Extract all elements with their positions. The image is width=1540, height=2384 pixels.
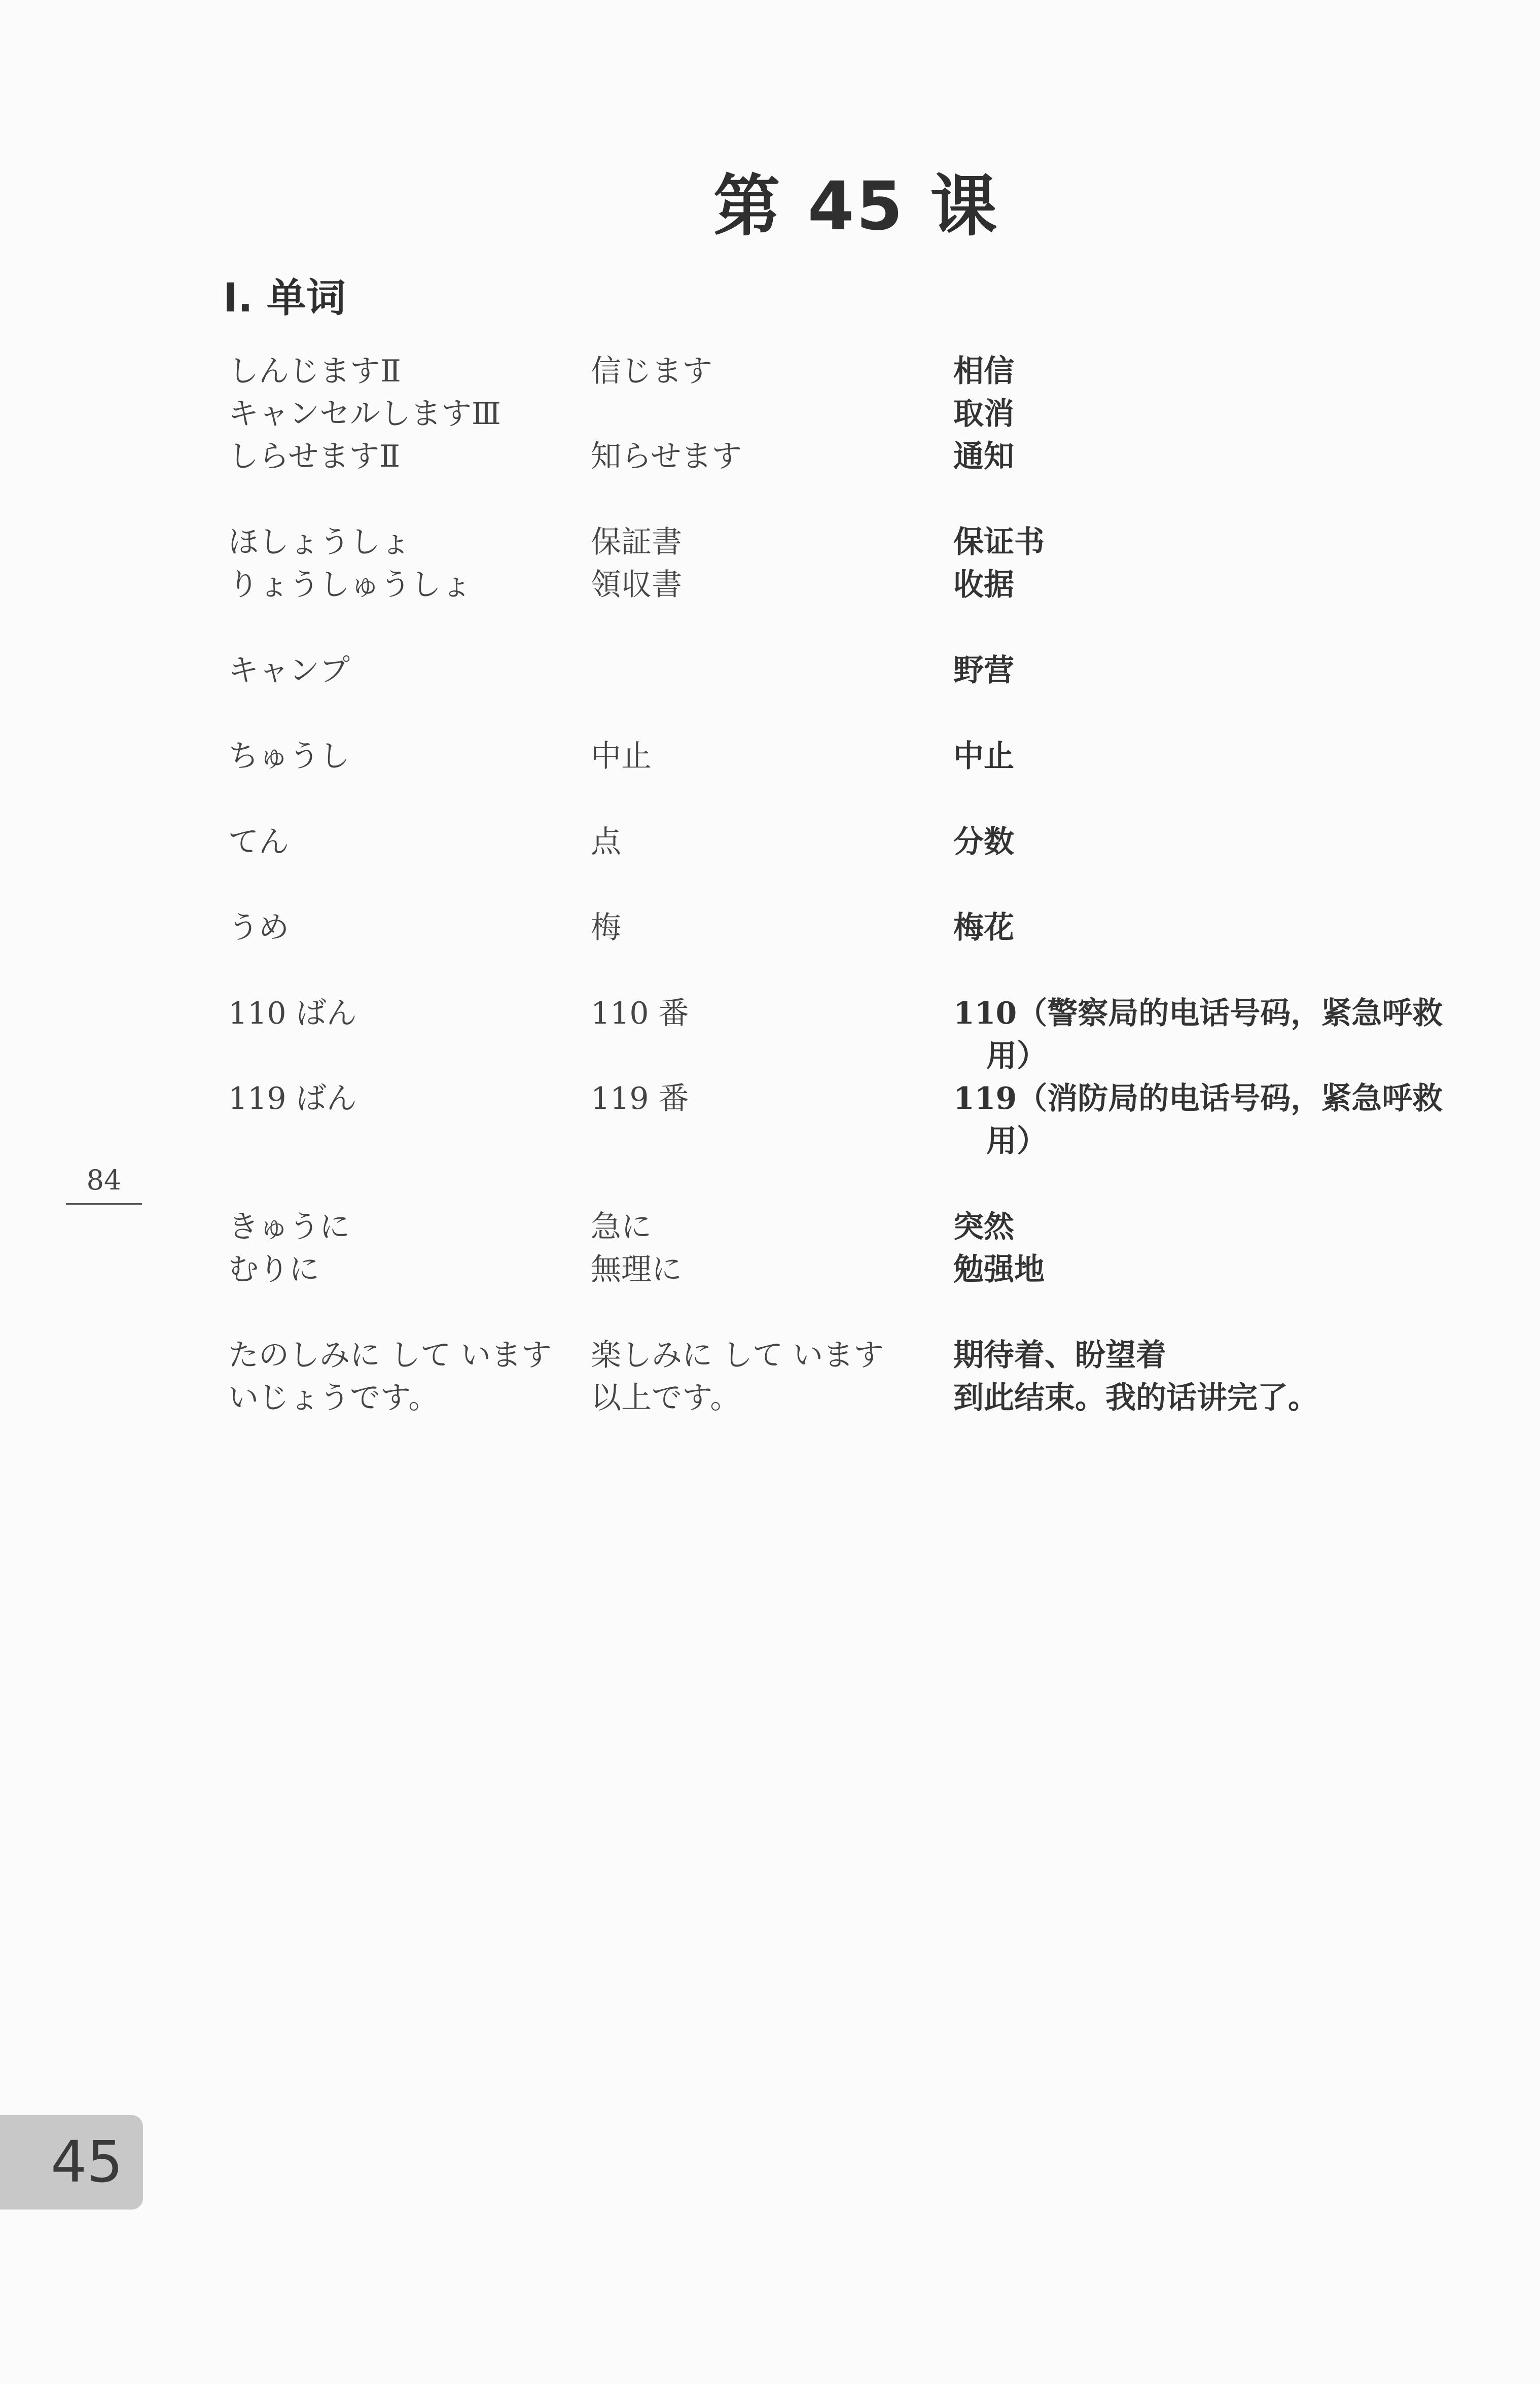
vocab-meaning-cell <box>953 735 1481 778</box>
vocab-group <box>228 821 1496 863</box>
vocab-meaning: 突然 <box>953 1209 1014 1245</box>
vocab-kanji: 中止 <box>591 739 652 774</box>
vocab-row <box>228 992 1496 1077</box>
vocab-meaning: 收据 <box>953 567 1014 603</box>
vocab-kana: ちゅうし <box>228 739 350 774</box>
vocab-row <box>228 906 1496 949</box>
section-heading: I. 单词 <box>223 275 346 321</box>
vocab-meaning-cell <box>953 1248 1481 1291</box>
vocab-group <box>228 1334 1496 1419</box>
vocab-group <box>228 906 1496 949</box>
vocab-meaning-cell <box>953 1077 1481 1163</box>
vocab-kanji: 楽しみに して います <box>591 1338 884 1373</box>
vocab-kanji: 知らせます <box>591 439 742 474</box>
vocab-kana: 110 ばん <box>228 996 357 1031</box>
vocab-kana: たのしみに して います <box>228 1338 552 1373</box>
lesson-tab-label: 45 <box>51 2129 123 2195</box>
vocab-row <box>228 1206 1496 1248</box>
vocab-meaning: 到此结束。我的话讲完了。 <box>953 1380 1318 1416</box>
vocab-meaning: 分数 <box>953 824 1014 860</box>
vocab-kana: うめ <box>228 910 289 945</box>
lesson-tab <box>0 2115 143 2210</box>
vocab-group <box>228 1206 1496 1291</box>
vocab-meaning: 期待着、盼望着 <box>953 1338 1166 1373</box>
vocab-row <box>228 821 1496 863</box>
vocab-row <box>228 435 1496 478</box>
vocab-meaning-cell <box>953 1334 1481 1377</box>
vocab-meaning: 110（警察局的电话号码，紧急呼救用） <box>953 996 1443 1074</box>
vocab-row <box>228 1248 1496 1291</box>
vocab-group <box>228 649 1496 692</box>
vocab-kana: 119 ばん <box>228 1081 357 1116</box>
vocab-meaning-cell <box>953 821 1481 863</box>
vocab-meaning-cell <box>953 1206 1481 1248</box>
vocab-meaning: 取消 <box>953 396 1014 432</box>
vocab-kanji: 保証書 <box>591 524 682 560</box>
vocab-kana: キャンセルしますⅢ <box>228 396 501 432</box>
vocab-row <box>228 1377 1496 1419</box>
vocab-kana: ほしょうしょ <box>228 524 411 560</box>
vocab-kanji: 無理に <box>591 1252 682 1287</box>
page-title: 第 45 课 <box>713 167 999 246</box>
vocab-group <box>228 735 1496 778</box>
vocab-meaning-cell <box>953 906 1481 949</box>
vocab-meaning-cell <box>953 435 1481 478</box>
vocab-meaning: 保证书 <box>953 524 1045 560</box>
vocab-kanji: 110 番 <box>591 996 689 1031</box>
vocab-kana: きゅうに <box>228 1209 350 1245</box>
vocab-meaning: 梅花 <box>953 910 1014 945</box>
vocab-kanji: 信じます <box>591 354 712 389</box>
vocab-meaning: 野营 <box>953 653 1014 688</box>
vocab-kanji: 点 <box>591 824 621 860</box>
vocab-row <box>228 1077 1496 1163</box>
vocab-kana: むりに <box>228 1252 319 1287</box>
vocab-meaning-cell <box>953 992 1481 1077</box>
vocab-kanji: 領収書 <box>591 567 682 603</box>
vocab-kanji: 119 番 <box>591 1081 689 1116</box>
vocab-kanji: 梅 <box>591 910 621 945</box>
vocab-row <box>228 521 1496 564</box>
vocabulary-table <box>228 350 1496 1462</box>
vocab-meaning: 中止 <box>953 739 1014 774</box>
vocab-meaning: 119（消防局的电话号码，紧急呼救用） <box>953 1081 1443 1159</box>
vocab-group <box>228 521 1496 606</box>
vocab-row <box>228 393 1496 435</box>
vocab-meaning-cell <box>953 350 1481 393</box>
vocab-kana: キャンプ <box>228 653 350 688</box>
vocab-meaning-cell <box>953 521 1481 564</box>
vocab-row <box>228 350 1496 393</box>
vocab-row <box>228 735 1496 778</box>
vocab-kana: しんじますⅡ <box>228 354 401 389</box>
page-number: 84 <box>86 1164 122 1196</box>
vocab-row <box>228 1334 1496 1377</box>
vocab-meaning: 勉强地 <box>953 1252 1045 1287</box>
vocab-meaning-cell <box>953 1377 1481 1419</box>
vocab-meaning: 相信 <box>953 354 1014 389</box>
vocab-kana: てん <box>228 824 289 860</box>
vocab-kanji: 急に <box>591 1209 652 1245</box>
vocab-row <box>228 649 1496 692</box>
vocab-group <box>228 350 1496 478</box>
page-number-rule <box>66 1203 142 1205</box>
vocab-meaning: 通知 <box>953 439 1014 474</box>
vocab-meaning-cell <box>953 393 1481 435</box>
vocab-row <box>228 564 1496 606</box>
vocab-kana: しらせますⅡ <box>228 439 400 474</box>
vocab-kana: りょうしゅうしょ <box>228 567 472 603</box>
vocab-kana: いじょうです。 <box>228 1380 439 1416</box>
vocab-meaning-cell <box>953 649 1481 692</box>
vocab-meaning-cell <box>953 564 1481 606</box>
vocab-kanji: 以上です。 <box>591 1380 741 1416</box>
vocab-group <box>228 992 1496 1163</box>
